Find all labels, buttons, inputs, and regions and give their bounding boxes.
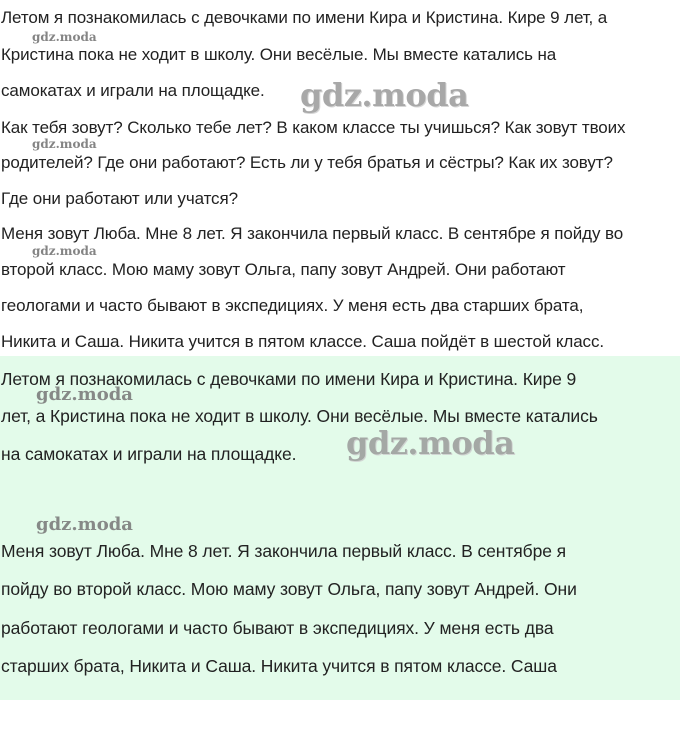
watermark-large: gdz.moda <box>346 424 515 462</box>
example-line-3: геологами и часто бывают в экспедициях. У меня есть два старших брата, <box>1 296 584 315</box>
watermark-small: gdz.moda <box>32 137 97 151</box>
answer-example-line-3: работают геологами и часто бывают в экспедициях. У меня есть два <box>1 618 554 638</box>
watermark-medium: gdz.moda <box>36 384 133 405</box>
question-line-3: Где они работают или учатся? <box>1 189 238 208</box>
answer-story-line-3: на самокатах и играли на площадке. <box>1 444 297 464</box>
answer-example-line-2: пойду во второй класс. Мою маму зовут Ольга, папу зовут Андрей. Они <box>1 579 577 599</box>
answer-example-line-1: Меня зовут Люба. Мне 8 лет. Я закончила первый класс. В сентябре я <box>1 541 566 561</box>
answer-story-line-2: лет, а Кристина пока не ходит в школу. Они весёлые. Мы вместе катались <box>1 406 598 426</box>
example-line-2: второй класс. Мою маму зовут Ольга, папу зовут Андрей. Они работают <box>1 260 566 279</box>
answer-block <box>0 356 680 700</box>
example-line-4: Никита и Саша. Никита учится в пятом классе. Саша пойдёт в шестой класс. <box>1 332 604 351</box>
watermark-small: gdz.moda <box>32 30 97 44</box>
story-line-2: Кристина пока не ходит в школу. Они весёлые. Мы вместе катались на <box>1 45 557 64</box>
story-line-3: самокатах и играли на площадке. <box>1 81 265 100</box>
story-line-1: Летом я познакомилась с девочками по имени Кира и Кристина. Кире 9 лет, а <box>1 8 608 27</box>
question-line-2: родителей? Где они работают? Есть ли у тебя братья и сёстры? Как их зовут? <box>1 153 613 172</box>
answer-story-line-1: Летом я познакомилась с девочками по имени Кира и Кристина. Кире 9 <box>1 369 577 389</box>
example-line-1: Меня зовут Люба. Мне 8 лет. Я закончила первый класс. В сентябре я пойду во <box>1 224 624 243</box>
watermark-medium: gdz.moda <box>36 514 133 535</box>
question-line-1: Как тебя зовут? Сколько тебе лет? В каком классе ты учишься? Как зовут твоих <box>1 118 626 137</box>
watermark-small: gdz.moda <box>32 244 97 258</box>
watermark-large: gdz.moda <box>300 76 469 114</box>
answer-example-line-4: старших брата, Никита и Саша. Никита учится в пятом классе. Саша <box>1 656 557 676</box>
